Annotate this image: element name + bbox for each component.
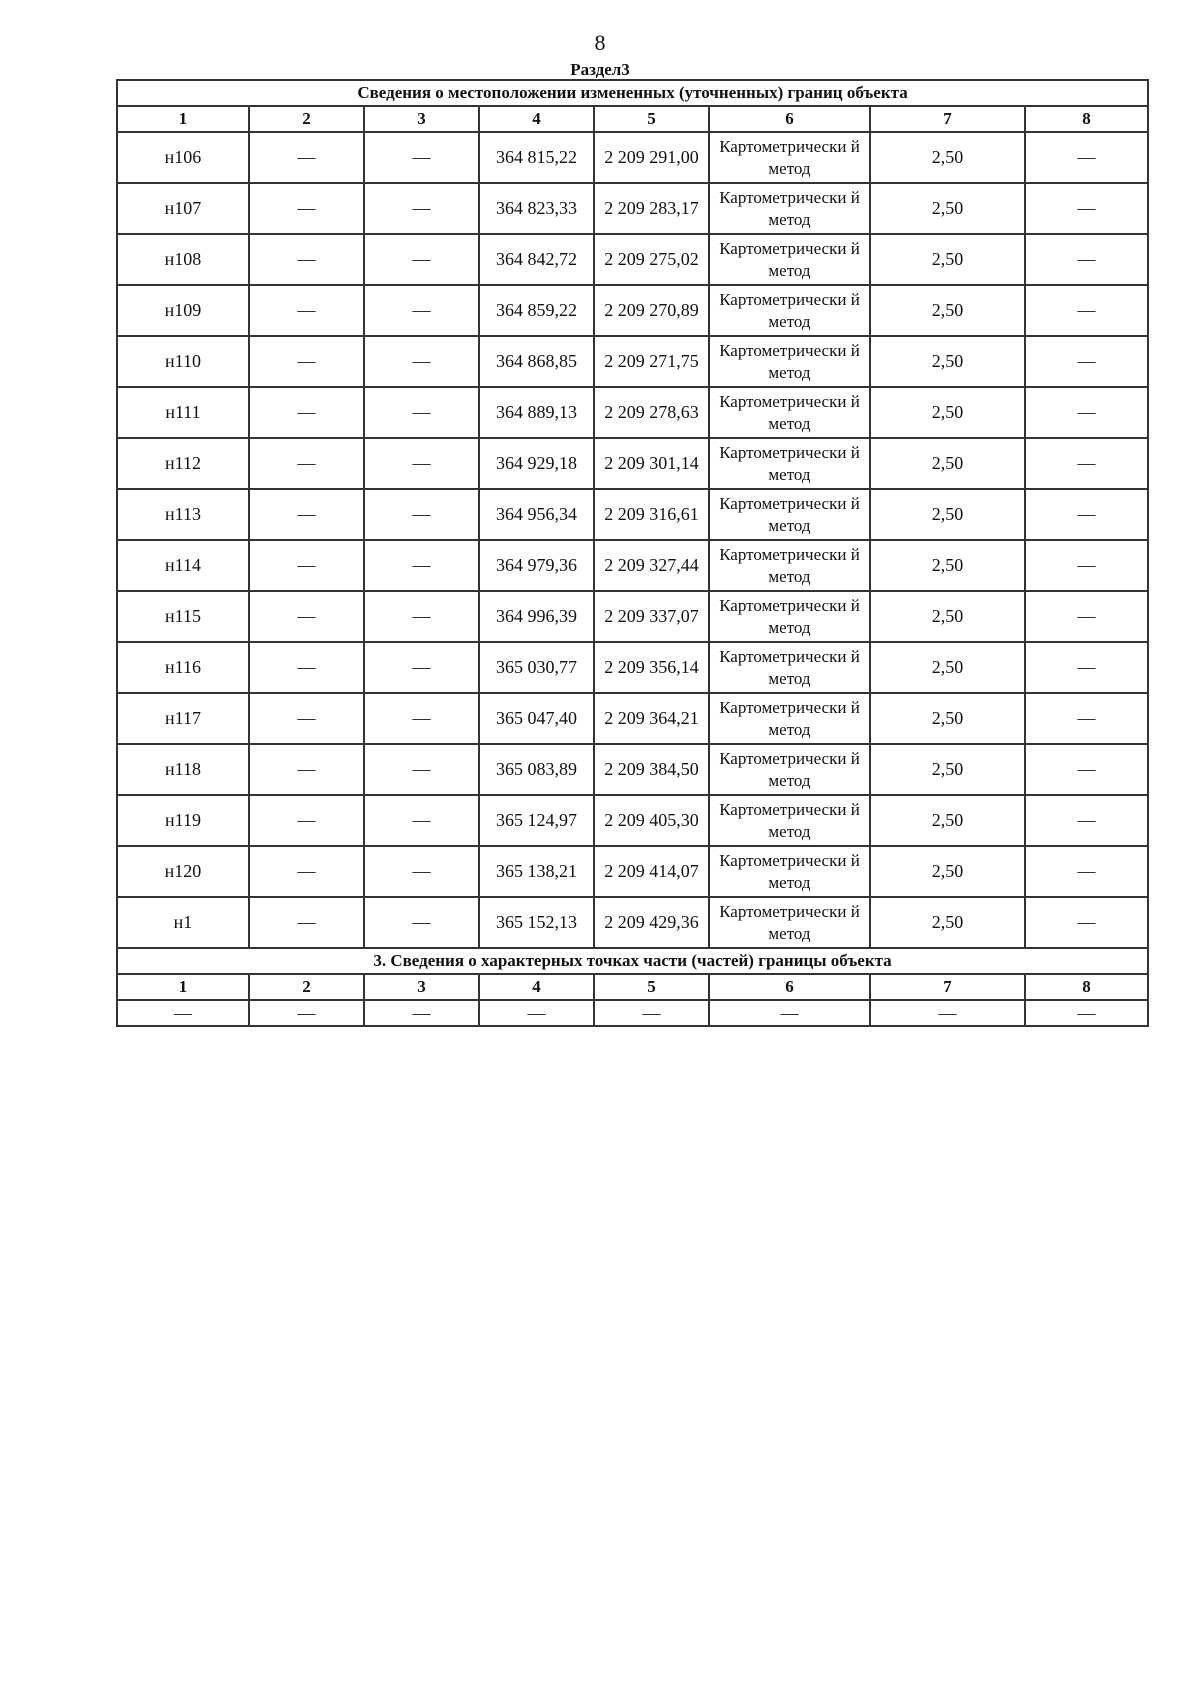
table1-cell: — (249, 591, 364, 642)
table1-cell (709, 489, 870, 540)
table1-cell: 2,50 (870, 489, 1025, 540)
table2-column-header: 3 (364, 974, 479, 1000)
table1-cell: 2,50 (870, 897, 1025, 948)
table2-cell: — (709, 1000, 870, 1026)
table1-cell: — (1025, 591, 1148, 642)
table1-cell (709, 132, 870, 183)
table1-cell: 365 138,21 (479, 846, 594, 897)
table1-cell: 2 209 316,61 (594, 489, 709, 540)
table1-cell: 365 047,40 (479, 693, 594, 744)
table1-cell (709, 285, 870, 336)
table1-cell: — (249, 336, 364, 387)
table1-cell: 2 209 405,30 (594, 795, 709, 846)
method-text: Картометрически й метод (719, 187, 860, 229)
table1-cell: — (1025, 234, 1148, 285)
table1-cell: 2 209 429,36 (594, 897, 709, 948)
table1-cell: — (1025, 744, 1148, 795)
table1-cell: н114 (117, 540, 249, 591)
table2-column-header: 2 (249, 974, 364, 1000)
page-number: 8 (594, 30, 606, 55)
table1-cell (709, 591, 870, 642)
table1-cell: — (249, 642, 364, 693)
table1-cell (709, 234, 870, 285)
table1-cell: н110 (117, 336, 249, 387)
table1-cell: — (1025, 336, 1148, 387)
method-text: Картометрически й метод (719, 289, 860, 331)
table1-cell (709, 336, 870, 387)
method-text: Картометрически й метод (719, 595, 860, 637)
table1-cell: — (364, 285, 479, 336)
table1-cell (709, 693, 870, 744)
table1-cell: 364 823,33 (479, 183, 594, 234)
table1-row (117, 642, 1148, 693)
table2-caption: 3. Сведения о характерных точках части (частей) границы объекта (117, 948, 1148, 974)
table1-cell: н112 (117, 438, 249, 489)
table2-cell: — (870, 1000, 1025, 1026)
table1-cell: н1 (117, 897, 249, 948)
table1-cell: 364 889,13 (479, 387, 594, 438)
table1-cell: — (249, 540, 364, 591)
table1-cell: — (249, 744, 364, 795)
table1-cell: 2,50 (870, 744, 1025, 795)
table1-cell: 2 209 327,44 (594, 540, 709, 591)
table1-cell: 2,50 (870, 693, 1025, 744)
table1-cell: 365 083,89 (479, 744, 594, 795)
table1-cell: — (364, 846, 479, 897)
table1-cell: 365 152,13 (479, 897, 594, 948)
table1-cell: н117 (117, 693, 249, 744)
method-text: Картометрически й метод (719, 340, 860, 382)
table1-cell: — (1025, 540, 1148, 591)
table1-cell: 2 209 278,63 (594, 387, 709, 438)
method-text: Картометрически й метод (719, 238, 860, 280)
table1-cell: н107 (117, 183, 249, 234)
table1-cell: — (1025, 693, 1148, 744)
table1-row (117, 183, 1148, 234)
table1-column-header: 7 (870, 106, 1025, 132)
table1-cell: — (249, 132, 364, 183)
table1-cell: 2,50 (870, 540, 1025, 591)
table1-cell: — (1025, 132, 1148, 183)
table1-cell: — (364, 438, 479, 489)
table1-row (117, 795, 1148, 846)
table1-cell: 364 929,18 (479, 438, 594, 489)
table1-cell: 364 956,34 (479, 489, 594, 540)
table1-cell: 2 209 271,75 (594, 336, 709, 387)
table1-cell: — (1025, 387, 1148, 438)
table2-cell: — (594, 1000, 709, 1026)
table1-cell: — (364, 897, 479, 948)
table1-column-header: 2 (249, 106, 364, 132)
table1-cell: н111 (117, 387, 249, 438)
table1-cell: — (364, 132, 479, 183)
table1-caption: Сведения о местоположении измененных (уточненных) границ объекта (117, 80, 1148, 106)
table2-cell: — (1025, 1000, 1148, 1026)
table1-cell: — (249, 489, 364, 540)
table1-cell: н118 (117, 744, 249, 795)
table1-cell (709, 642, 870, 693)
table1-row (117, 285, 1148, 336)
table2-row (117, 1000, 1148, 1026)
table1-cell: — (249, 897, 364, 948)
table1-cell: 2 209 301,14 (594, 438, 709, 489)
table1-row (117, 132, 1148, 183)
table1-header-row (117, 106, 1148, 132)
table1-row (117, 387, 1148, 438)
table1-row (117, 489, 1148, 540)
table1-cell: — (1025, 642, 1148, 693)
table1-cell: — (249, 693, 364, 744)
table1-cell: — (364, 540, 479, 591)
table2-cell: — (117, 1000, 249, 1026)
table1-cell: н113 (117, 489, 249, 540)
table1-cell: — (364, 693, 479, 744)
table1-cell: 2,50 (870, 795, 1025, 846)
table1-cell: 364 842,72 (479, 234, 594, 285)
table1-cell: н116 (117, 642, 249, 693)
table1-cell: — (249, 285, 364, 336)
boundary-table (116, 79, 1149, 1027)
table1-cell: н119 (117, 795, 249, 846)
table1-cell: 2,50 (870, 642, 1025, 693)
table1-cell: — (364, 591, 479, 642)
table1-cell: — (364, 795, 479, 846)
table2-cell: — (479, 1000, 594, 1026)
table1-cell: 2 209 275,02 (594, 234, 709, 285)
table2-caption-row (117, 948, 1148, 974)
table1-cell: — (249, 387, 364, 438)
table1-row (117, 744, 1148, 795)
method-text: Картометрически й метод (719, 544, 860, 586)
table1-cell (709, 744, 870, 795)
table1-cell: 2 209 337,07 (594, 591, 709, 642)
table1-row (117, 540, 1148, 591)
section-title: Раздел3 (570, 60, 630, 79)
table1-cell: 364 996,39 (479, 591, 594, 642)
table1-cell (709, 897, 870, 948)
table1-cell: 2,50 (870, 387, 1025, 438)
table1-cell (709, 438, 870, 489)
table1-cell: 2 209 283,17 (594, 183, 709, 234)
table1-cell: 2 209 414,07 (594, 846, 709, 897)
table1-cell: 365 030,77 (479, 642, 594, 693)
method-text: Картометрически й метод (719, 850, 860, 892)
table1-cell: 2 209 364,21 (594, 693, 709, 744)
table1-cell: 2,50 (870, 132, 1025, 183)
table1-cell: 2 209 384,50 (594, 744, 709, 795)
table1-cell: — (1025, 285, 1148, 336)
table1-cell (709, 540, 870, 591)
table1-cell: — (1025, 846, 1148, 897)
table1-cell: 2,50 (870, 183, 1025, 234)
table2-column-header: 8 (1025, 974, 1148, 1000)
method-text: Картометрически й метод (719, 646, 860, 688)
table1-cell: н106 (117, 132, 249, 183)
table1-cell: 2,50 (870, 438, 1025, 489)
table1-cell: — (364, 642, 479, 693)
table1-cell: 2 209 270,89 (594, 285, 709, 336)
table1-row (117, 846, 1148, 897)
table1-cell: 2,50 (870, 285, 1025, 336)
table2-column-header: 5 (594, 974, 709, 1000)
table1-cell (709, 846, 870, 897)
method-text: Картометрически й метод (719, 136, 860, 178)
table1-row (117, 438, 1148, 489)
table1-cell: н115 (117, 591, 249, 642)
table2-cell: — (364, 1000, 479, 1026)
table1-cell: н109 (117, 285, 249, 336)
table1-cell: н120 (117, 846, 249, 897)
table1-cell (709, 795, 870, 846)
table1-cell: — (249, 183, 364, 234)
table1-column-header: 3 (364, 106, 479, 132)
table1-cell: — (1025, 897, 1148, 948)
table1-row (117, 897, 1148, 948)
method-text: Картометрически й метод (719, 901, 860, 943)
table2-header-row (117, 974, 1148, 1000)
table1-cell: — (364, 744, 479, 795)
table1-cell (709, 183, 870, 234)
table1-cell: — (249, 846, 364, 897)
table1-cell: — (364, 336, 479, 387)
table1-column-header: 1 (117, 106, 249, 132)
method-text: Картометрически й метод (719, 442, 860, 484)
method-text: Картометрически й метод (719, 799, 860, 841)
table1-cell: — (1025, 795, 1148, 846)
table1-row (117, 591, 1148, 642)
table2-cell: — (249, 1000, 364, 1026)
table1-cell: — (364, 387, 479, 438)
table1-column-header: 4 (479, 106, 594, 132)
table1-cell: — (364, 234, 479, 285)
table2-column-header: 1 (117, 974, 249, 1000)
table2-column-header: 4 (479, 974, 594, 1000)
table1-cell: 2,50 (870, 846, 1025, 897)
table1-cell: — (249, 795, 364, 846)
table1-cell (709, 387, 870, 438)
table1-cell: 365 124,97 (479, 795, 594, 846)
table1-cell: — (1025, 183, 1148, 234)
table1-row (117, 693, 1148, 744)
table1-column-header: 5 (594, 106, 709, 132)
method-text: Картометрически й метод (719, 391, 860, 433)
table1-cell: — (1025, 438, 1148, 489)
table2-column-header: 6 (709, 974, 870, 1000)
table1-cell: — (1025, 489, 1148, 540)
table1-cell: 364 815,22 (479, 132, 594, 183)
table1-caption-row (117, 80, 1148, 106)
table2-column-header: 7 (870, 974, 1025, 1000)
method-text: Картометрически й метод (719, 697, 860, 739)
table1-cell: 364 859,22 (479, 285, 594, 336)
table1-cell: — (249, 438, 364, 489)
method-text: Картометрически й метод (719, 493, 860, 535)
table1-column-header: 8 (1025, 106, 1148, 132)
table1-cell: — (364, 183, 479, 234)
table1-cell: 2,50 (870, 336, 1025, 387)
table1-column-header: 6 (709, 106, 870, 132)
table1-cell: 2 209 356,14 (594, 642, 709, 693)
table1-cell: 2,50 (870, 591, 1025, 642)
method-text: Картометрически й метод (719, 748, 860, 790)
table1-cell: н108 (117, 234, 249, 285)
table1-cell: 2,50 (870, 234, 1025, 285)
table1-cell: — (364, 489, 479, 540)
table1-cell: — (249, 234, 364, 285)
table1-row (117, 336, 1148, 387)
table1-cell: 364 868,85 (479, 336, 594, 387)
table1-cell: 364 979,36 (479, 540, 594, 591)
table1-cell: 2 209 291,00 (594, 132, 709, 183)
table1-row (117, 234, 1148, 285)
